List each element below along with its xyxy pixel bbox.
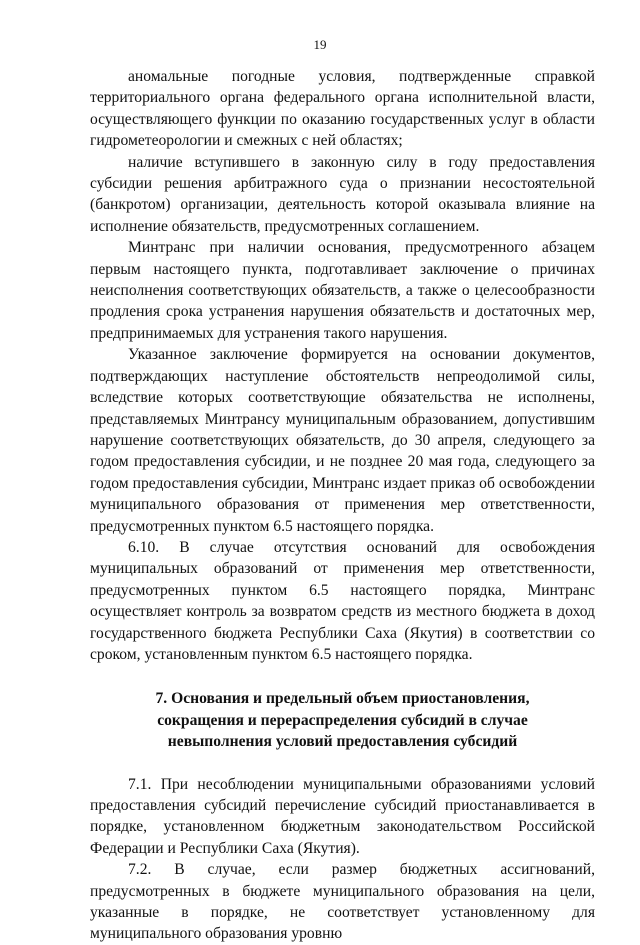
paragraph-7-1: 7.1. При несоблюдении муниципальными образованиями условий предоставления субсидий перечисление субсидий приостанавливается в порядке, установленном бюджетным законодательством Российской Федерации и Республики Саха (Якутия). xyxy=(90,775,595,857)
section-7-heading-line-1: 7. Основания и предельный объем приостановления, xyxy=(155,690,530,708)
paragraph-conclusion-basis: Указанное заключение формируется на основании документов, подтверждающих наступление обстоятельств непреодолимой силы, вследствие которых соответствующие обязательства не исполнены, представляемых Минтрансу муниципальным образованием, допустившим нарушение соответствующих обязательств, до 30 апреля, следующего за годом предоставления субсидии, и не позднее 20 мая года, следующего за годом предоставления субсидии, Минтранс издает приказ об освобождении муниципального образования от применения мер ответственности, предусмотренных пунктом 6.5 настоящего порядка. xyxy=(90,346,595,535)
page-number: 19 xyxy=(313,37,327,52)
paragraph-6-10: 6.10. В случае отсутствия оснований для освобождения муниципальных образований от применения мер ответственности, предусмотренных пунктом 6.5 настоящего порядка, Минтранс осуществляет контроль за возвратом средств из местного бюджета в доход государственного бюджета Республики Саха (Якутия) в соответствии со сроком, установленным пунктом 6.5 настоящего порядка. xyxy=(90,538,595,663)
section-7-heading-line-2: сокращения и перераспределения субсидий в случае xyxy=(157,711,528,729)
section-7-heading xyxy=(90,688,595,752)
paragraph-7-2: 7.2. В случае, если размер бюджетных ассигнований, предусмотренных в бюджете муниципального образования на цели, указанные в порядке, не соответствует установленному для муниципального образования уровню xyxy=(90,861,595,943)
document-body xyxy=(90,66,595,945)
paragraph-arbitration-decision: наличие вступившего в законную силу в году предоставления субсидии решения арбитражного суда о признании несостоятельной (банкротом) организации, деятельность которой оказывала влияние на исполнение обязательств, предусмотренных соглашением. xyxy=(90,153,595,235)
section-7-heading-line-3: невыполнения условий предоставления субсидий xyxy=(167,733,518,751)
paragraph-mintrans-conclusion: Минтранс при наличии основания, предусмотренного абзацем первым настоящего пункта, подготавливает заключение о причинах неисполнения соответствующих обязательств, а также о целесообразности продления срока устранения нарушения обязательств и достаточных мер, предпринимаемых для устранения такого нарушения. xyxy=(90,239,595,342)
paragraph-abnormal-weather: аномальные погодные условия, подтвержденные справкой территориального органа федерального органа исполнительной власти, осуществляющего функции по оказанию государственных услуг в области гидрометеорологии и смежных с ней областях; xyxy=(90,68,595,150)
